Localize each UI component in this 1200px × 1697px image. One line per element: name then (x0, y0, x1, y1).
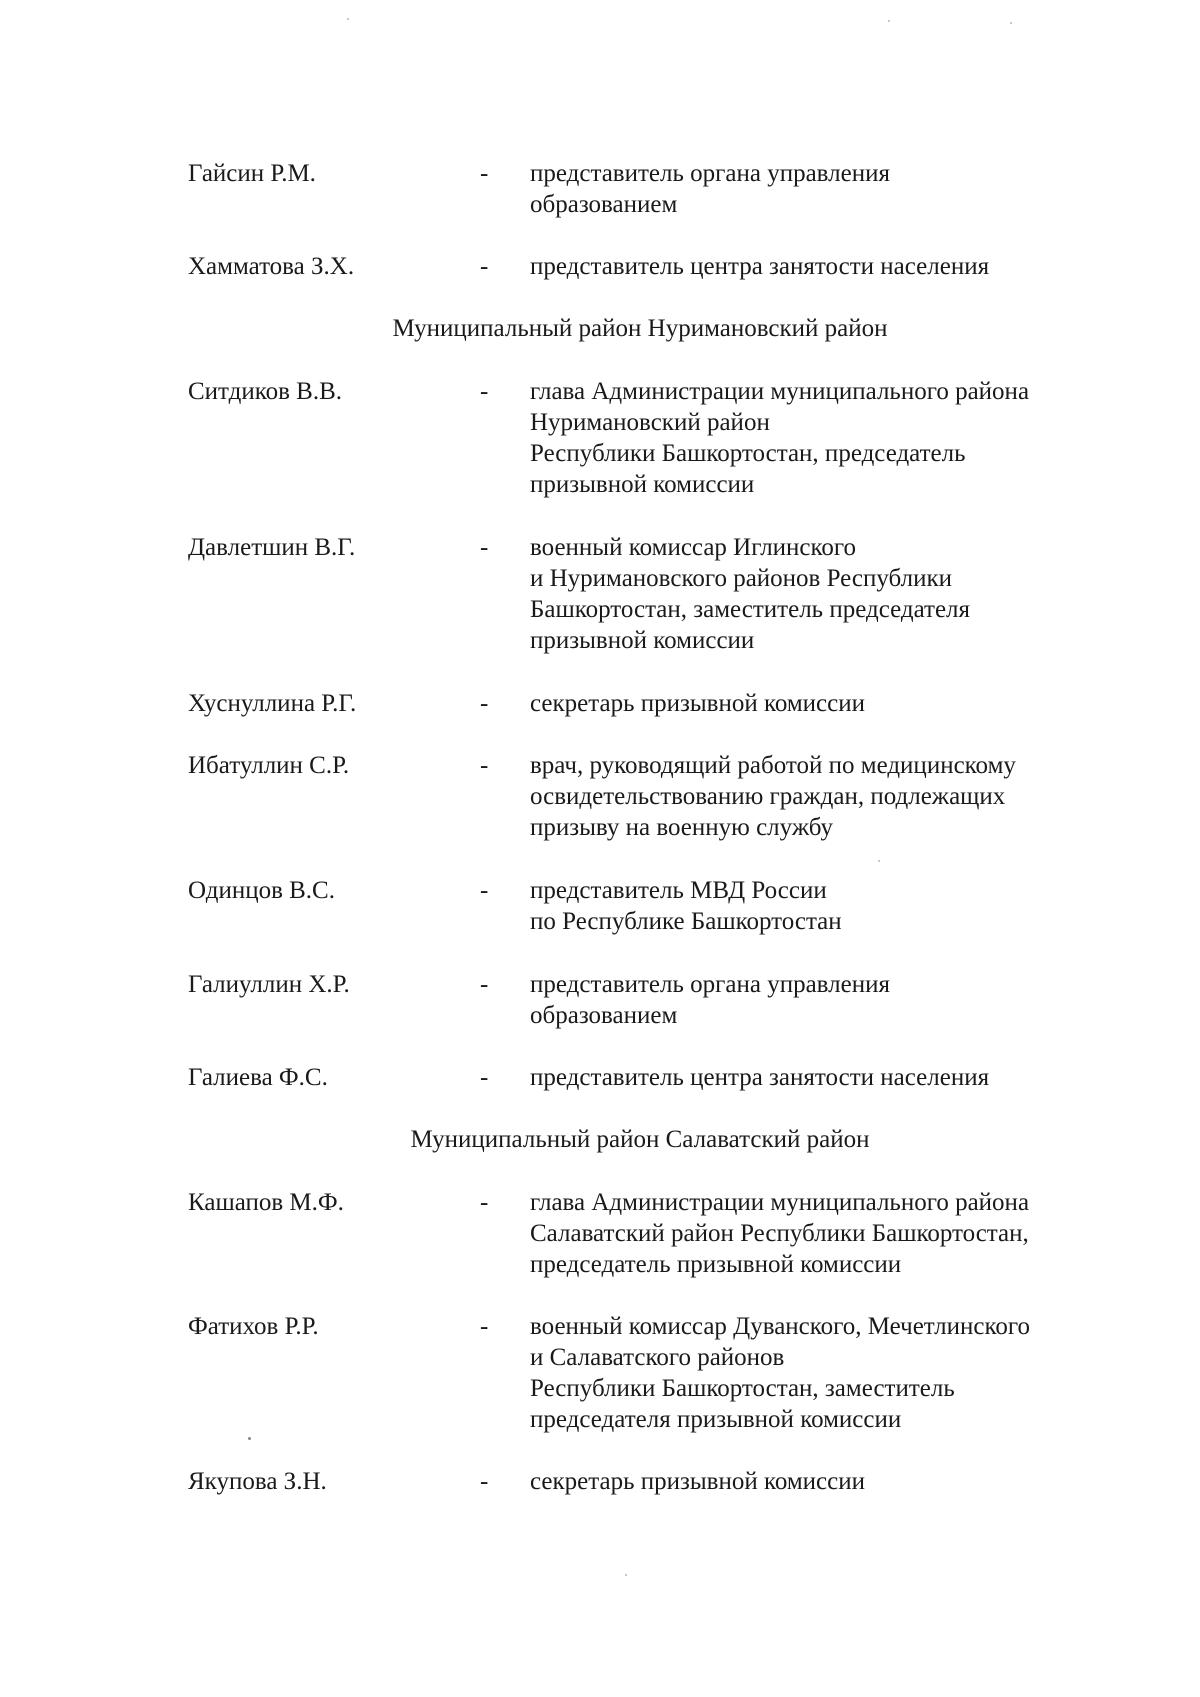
role-line: по Республике Башкортостан (530, 908, 842, 935)
member-name: Якупова З.Н. (188, 1468, 327, 1495)
role-line: председателя призывной комиссии (530, 1406, 902, 1433)
role-line: врач, руководящий работой по медицинскому (530, 752, 1016, 779)
scan-speck (1010, 22, 1012, 24)
dash-separator: - (480, 752, 489, 779)
member-name: Хуснуллина Р.Г. (188, 690, 357, 717)
role-line: Башкортостан, заместитель председателя (530, 596, 971, 623)
member-role (530, 875, 1130, 937)
dash-separator: - (480, 971, 489, 998)
role-line: и Нуримановского районов Республики (530, 565, 953, 592)
role-line: освидетельствованию граждан, подлежащих (530, 783, 1006, 810)
role-line: призывной комиссии (530, 471, 755, 498)
role-line: образованием (530, 191, 678, 218)
role-line: Республики Башкортостан, заместитель (530, 1375, 955, 1402)
scan-speck (878, 860, 880, 862)
member-name: Одинцов В.С. (188, 877, 335, 904)
member-role (530, 1466, 1130, 1497)
dash-separator: - (480, 1468, 489, 1495)
member-role (530, 1187, 1130, 1280)
dash-separator: - (480, 253, 489, 280)
role-line: представитель центра занятости населения (530, 1064, 990, 1091)
member-role (530, 251, 1130, 282)
role-line: глава Администрации муниципального района (530, 378, 1030, 405)
dash-separator: - (480, 1064, 489, 1091)
member-name: Ибатуллин С.Р. (188, 752, 350, 779)
role-line: Нуримановский район (530, 409, 770, 436)
member-role (530, 969, 1130, 1031)
dash-separator: - (480, 534, 489, 561)
scan-speck (888, 20, 890, 22)
member-name: Галиева Ф.С. (188, 1064, 328, 1091)
role-line: призывной комиссии (530, 627, 755, 654)
role-line: представитель органа управления (530, 971, 890, 998)
scan-speck (625, 1574, 627, 1576)
member-role (530, 1062, 1130, 1093)
dash-separator: - (480, 1313, 489, 1340)
dash-separator: - (480, 1189, 489, 1216)
member-name: Хамматова З.Х. (188, 253, 355, 280)
dash-separator: - (480, 378, 489, 405)
member-role (530, 158, 1130, 220)
member-name: Гайсин Р.М. (188, 160, 316, 187)
member-name: Галиуллин Х.Р. (188, 971, 350, 998)
member-name: Фатихов Р.Р. (188, 1313, 319, 1340)
role-line: военный комиссар Дуванского, Мечетлинского (530, 1313, 1030, 1340)
dash-separator: - (480, 877, 489, 904)
member-role (530, 688, 1130, 719)
role-line: представитель МВД России (530, 877, 827, 904)
member-name: Ситдиков В.В. (188, 378, 343, 405)
role-line: призыву на военную службу (530, 814, 834, 841)
scan-speck (347, 18, 349, 20)
role-line: Республики Башкортостан, председатель (530, 440, 966, 467)
member-role (530, 532, 1130, 656)
member-role (530, 376, 1130, 500)
dash-separator: - (480, 160, 489, 187)
role-line: Салаватский район Республики Башкортостан, (530, 1220, 1029, 1247)
role-line: секретарь призывной комиссии (530, 1468, 866, 1495)
role-line: образованием (530, 1002, 678, 1029)
dash-separator: - (480, 690, 489, 717)
member-name: Давлетшин В.Г. (188, 534, 356, 561)
role-line: председатель призывной комиссии (530, 1251, 902, 1278)
role-line: военный комиссар Иглинского (530, 534, 857, 561)
member-role (530, 750, 1130, 843)
role-line: представитель органа управления (530, 160, 890, 187)
role-line: глава Администрации муниципального района (530, 1189, 1030, 1216)
role-line: представитель центра занятости населения (530, 253, 990, 280)
section-heading: Муниципальный район Нуримановский район (392, 315, 888, 342)
member-role (530, 1311, 1130, 1435)
member-name: Кашапов М.Ф. (188, 1189, 344, 1216)
section-heading: Муниципальный район Салаватский район (410, 1126, 870, 1153)
role-line: секретарь призывной комиссии (530, 690, 866, 717)
role-line: и Салаватского районов (530, 1344, 785, 1371)
scan-speck (248, 1437, 251, 1440)
